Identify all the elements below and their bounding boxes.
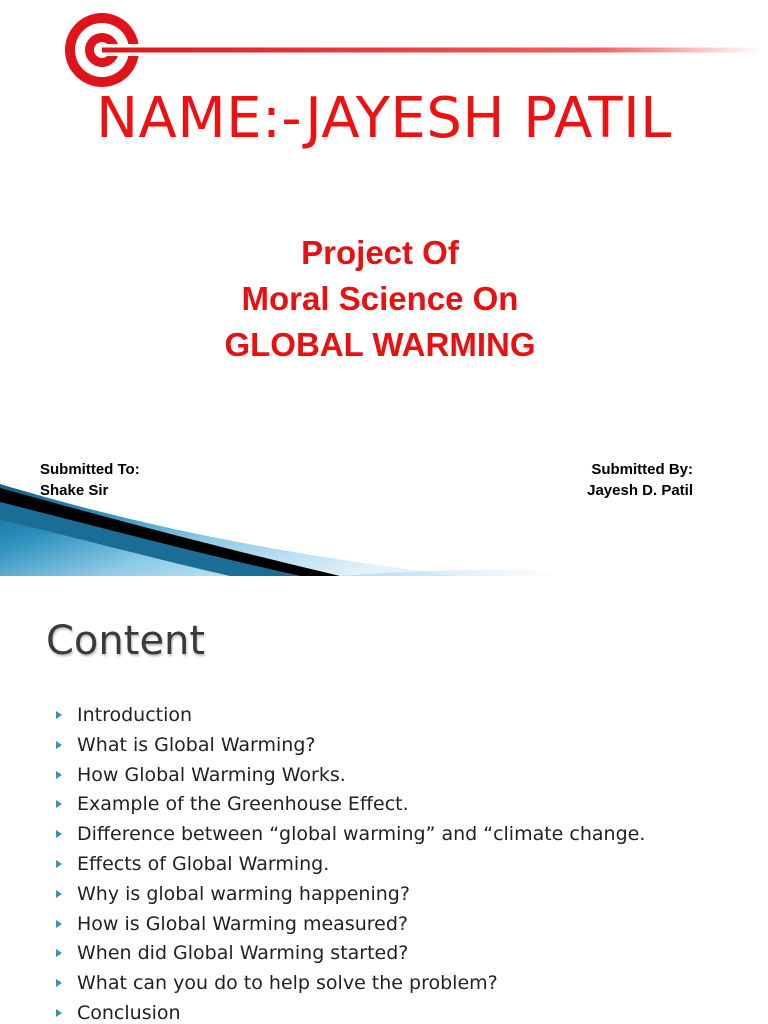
project-heading: [0, 230, 760, 368]
triangle-bullet-icon: [56, 741, 62, 749]
list-item: Introduction: [56, 702, 645, 732]
triangle-bullet-icon: [56, 979, 62, 987]
list-item: Conclusion: [56, 1000, 645, 1024]
list-item: What is Global Warming?: [56, 732, 645, 762]
triangle-bullet-icon: [56, 920, 62, 928]
triangle-bullet-icon: [56, 949, 62, 957]
triangle-bullet-icon: [56, 771, 62, 779]
submitted-by-value: Jayesh D. Patil: [587, 482, 693, 499]
list-item: Difference between “global warming” and “climate change.: [56, 821, 645, 851]
triangle-bullet-icon: [56, 711, 62, 719]
target-logo-icon: [60, 6, 760, 96]
triangle-bullet-icon: [56, 830, 62, 838]
list-item: Example of the Greenhouse Effect.: [56, 791, 645, 821]
list-item: Effects of Global Warming.: [56, 851, 645, 881]
project-line: Project Of: [301, 234, 459, 271]
triangle-bullet-icon: [56, 890, 62, 898]
list-item: When did Global Warming started?: [56, 940, 645, 970]
triangle-bullet-icon: [56, 1009, 62, 1017]
content-title: Content: [46, 618, 206, 664]
triangle-bullet-icon: [56, 800, 62, 808]
decorative-swoosh: [0, 480, 768, 576]
list-item: How Global Warming Works.: [56, 762, 645, 792]
project-line: Moral Science On: [241, 280, 519, 317]
list-item: Why is global warming happening?: [56, 881, 645, 911]
name-title: NAME:-JAYESH PATIL: [96, 86, 672, 151]
submitted-to-label: Submitted To:: [40, 461, 140, 478]
project-line: GLOBAL WARMING: [224, 326, 536, 363]
submitted-to-value: Shake Sir: [40, 482, 109, 499]
triangle-bullet-icon: [56, 860, 62, 868]
list-item: How is Global Warming measured?: [56, 911, 645, 941]
content-list: [56, 702, 645, 1024]
list-item: What can you do to help solve the problem?: [56, 970, 645, 1000]
content-slide: [0, 576, 768, 1024]
submitted-by-label: Submitted By:: [591, 461, 693, 478]
